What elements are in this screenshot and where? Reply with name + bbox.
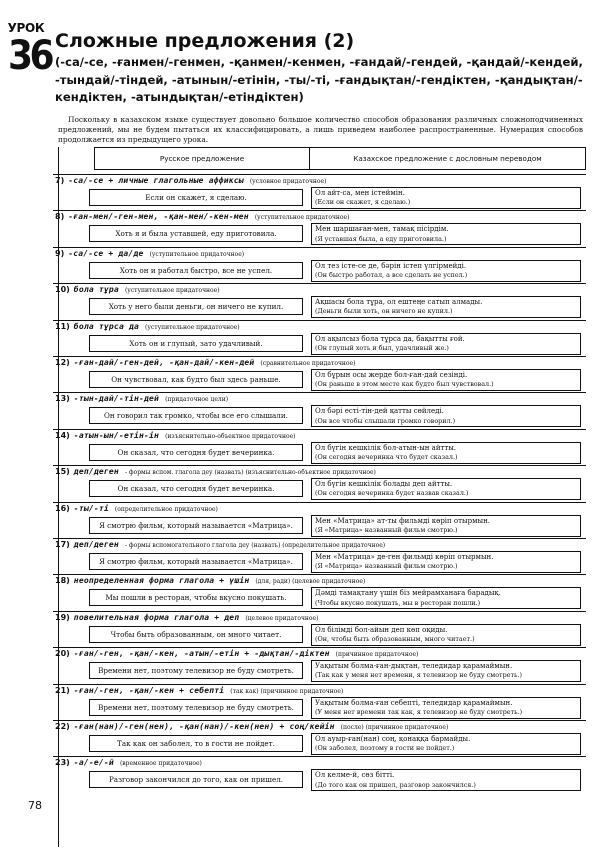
literal-translation: (Я «Матрица» названный фильм смотрю.)	[315, 525, 458, 534]
table-section	[53, 611, 586, 647]
suffix-pattern: -са/-се + да/де	[68, 248, 144, 258]
table-row	[53, 478, 586, 501]
literal-translation: (Я «Матрица» названный фильм смотрю.)	[315, 562, 458, 571]
kazakh-text: Мен «Матрица» де-ген фильмді көріп отырмын.	[315, 553, 494, 561]
clause-type: (уступительное придаточное)	[145, 323, 240, 331]
table-section	[53, 210, 586, 246]
literal-translation: (Он сегодня вечеринка будет назвав сказал.)	[315, 489, 469, 498]
table-row	[53, 587, 586, 610]
clause-type: (так как) (причинное придаточное)	[230, 687, 344, 695]
clause-type: (условное придаточное)	[249, 178, 327, 185]
section-pattern	[53, 247, 586, 260]
kazakh-text: Ол тез істе-се де, бәрін істеп үлгірмейді.	[315, 261, 467, 270]
table-row	[53, 333, 586, 356]
russian-sentence: Если он скажет, я сделаю.	[89, 189, 303, 206]
table-header	[94, 147, 586, 170]
literal-translation: (Чтобы вкусно покушать, мы в ресторан пошли.)	[315, 598, 481, 607]
section-number: 10)	[55, 285, 70, 295]
section-pattern	[53, 538, 586, 551]
suffix-pattern: -ған/-ген, -қан/-кен + себепті	[73, 685, 225, 695]
section-number: 8)	[55, 212, 65, 222]
russian-sentence: Мы пошли в ресторан, чтобы вкусно покушать.	[89, 589, 303, 606]
page-title: Сложные предложения (2)	[55, 30, 355, 52]
literal-translation: (У меня нет времени так как, я телевизор не буду смотреть.)	[315, 707, 523, 716]
suffix-pattern: повелительная форма глагола + деп	[73, 612, 240, 622]
section-number: 18)	[55, 576, 70, 586]
russian-sentence: Хоть я и была уставшей, еду приготовила.	[89, 225, 303, 242]
suffix-pattern: -ған/-ген, -қан/-кен, -атын/-етін + -дықтан/-діктен	[73, 649, 330, 659]
clause-type: (целевое придаточное)	[245, 614, 319, 622]
kazakh-text: Ол бүгін кешкілік бол-атын-ын айтты.	[315, 443, 457, 452]
table-section	[53, 356, 586, 392]
table-row	[53, 187, 586, 210]
suffix-pattern: -тын-дай/-тін-дей	[73, 394, 160, 404]
section-number: 23)	[55, 758, 70, 768]
russian-sentence: Я смотрю фильм, который называется «Матрица».	[89, 517, 303, 534]
suffix-pattern: -са/-се + личные глагольные аффиксы	[68, 176, 244, 185]
kazakh-sentence	[311, 769, 581, 791]
suffix-pattern: -ған-дай/-ген-дей, -қан-дай/-кен-дей	[73, 358, 255, 367]
column-header-kazakh: Казахское предложение с дословным переводом	[353, 154, 542, 163]
kazakh-sentence	[311, 660, 581, 682]
russian-sentence: Времени нет, поэтому телевизор не буду смотреть.	[89, 662, 303, 679]
table-row	[53, 442, 586, 465]
table-row	[53, 260, 586, 283]
literal-translation: (Так как у меня нет времени, я телевизор не буду смотреть.)	[315, 671, 522, 680]
section-number: 20)	[55, 649, 70, 659]
table-section	[53, 465, 586, 501]
table-row	[53, 296, 586, 319]
table-section	[53, 320, 586, 356]
table-row	[53, 697, 586, 720]
section-pattern	[53, 756, 586, 769]
section-number: 19)	[55, 612, 70, 622]
suffix-pattern: -ған(нан)/-ген(нен), -қан(нан)/-кен(нен) + соң/кейін	[73, 722, 335, 731]
sentence-table	[55, 147, 585, 847]
table-section	[53, 756, 586, 792]
russian-sentence: Времени нет, поэтому телевизор не буду смотреть.	[89, 699, 303, 716]
literal-translation: (Он заболел, поэтому в гости не пойдет.)	[315, 744, 455, 753]
kazakh-text: Ол ауыр-ған(нан) соң, қонаққа бармайды.	[315, 735, 471, 743]
kazakh-text: Уақытым болма-ған-дықтан, теледидар қарамаймын.	[315, 662, 513, 671]
page-subtitle: (-са/-се, -ғанмен/-генмен, -қанмен/-кенмен, -ғандай/-гендей, -қандай/-кендей, -тындай/-тіндей, -атынын/-етінін, -ты/-ті, -ғандықтан/-гендіктен, -қандықтан/-кендіктен, -атындықтан/-етіндіктен)	[55, 55, 583, 104]
section-pattern	[53, 720, 586, 733]
suffix-pattern: неопределенная форма глагола + үшін	[73, 576, 250, 586]
section-pattern	[53, 647, 586, 660]
section-pattern	[53, 320, 586, 333]
table-row	[53, 769, 586, 792]
clause-type: - формы вспомогательного глагола деу (назвать) (определительное придаточное)	[124, 542, 386, 549]
suffix-pattern: -а/-е/-й	[73, 758, 114, 768]
suffix-pattern: бола тұра	[73, 285, 119, 295]
literal-translation: (До того как он пришел, разговор закончился.)	[315, 780, 476, 789]
intro-paragraph: Поскольку в казахском языке существует довольно большое количество способов образования различных сложноподчиненных предложений, мы не будем пытаться их классифицировать, а лишь приведем наиболее распространенные. Нумерация способов продолжается из предыдущего урока.	[58, 115, 583, 144]
lesson-number: 36	[8, 33, 51, 79]
literal-translation: (Если он скажет, я сделаю.)	[315, 198, 411, 207]
kazakh-sentence	[311, 260, 581, 282]
table-row	[53, 733, 586, 756]
table-section	[53, 684, 586, 720]
section-pattern	[53, 210, 586, 223]
table-row	[53, 551, 586, 574]
section-pattern	[53, 502, 586, 515]
literal-translation: (Он глупый хоть и был, удачливый же.)	[315, 343, 449, 352]
kazakh-text: Дәмді тамақтану үшін біз мейрамханаға барадық.	[315, 589, 501, 598]
section-pattern	[53, 356, 586, 369]
section-number: 17)	[55, 540, 70, 549]
russian-sentence: Так как он заболел, то в гости не пойдет.	[89, 735, 303, 752]
table-section	[53, 392, 586, 428]
literal-translation: (Деньги были хоть, он ничего не купил.)	[315, 307, 453, 316]
lesson-badge	[6, 21, 51, 79]
clause-type: (уступительное придаточное)	[254, 214, 350, 222]
kazakh-text: Ол келме-й, сөз бітті.	[315, 771, 395, 780]
kazakh-sentence	[311, 369, 581, 391]
suffix-pattern: -ты/-ті	[73, 503, 109, 513]
kazakh-text: Ол бұрын осы жерде бол-ған-дай сезінді.	[315, 371, 468, 379]
kazakh-text: Ол бүгін кешкілік болады деп айтты.	[315, 480, 453, 489]
russian-sentence: Хоть у него были деньги, он ничего не купил.	[89, 298, 303, 315]
table-section	[53, 574, 586, 610]
lesson-label: УРОК	[7, 21, 45, 35]
kazakh-text: Мен «Матрица» ат-ты фильмді көріп отырмын.	[315, 516, 490, 525]
section-pattern	[53, 174, 586, 187]
russian-sentence: Хоть он и работал быстро, все не успел.	[89, 262, 303, 279]
column-header-russian: Русское предложение	[95, 148, 310, 169]
kazakh-sentence	[311, 223, 581, 245]
kazakh-text: Ол айт-са, мен істеймін.	[315, 189, 405, 197]
section-pattern	[53, 465, 586, 478]
kazakh-text: Уақытым болма-ған себепті, теледидар қарамаймын.	[315, 698, 513, 707]
kazakh-text: Мен шаршаған-мен, тамақ пісірдім.	[315, 225, 449, 234]
literal-translation: (Он все чтобы слышали громко говорил.)	[315, 416, 456, 425]
clause-type: (временное придаточное)	[119, 760, 202, 768]
kazakh-sentence	[311, 515, 581, 537]
clause-type: - формы вспом. глагола деу (назвать) (изъяснительно-объектное придаточное)	[124, 469, 376, 477]
section-number: 22)	[55, 722, 70, 731]
section-pattern	[53, 283, 586, 296]
suffix-pattern: деп/деген	[73, 467, 119, 477]
russian-sentence: Он чувствовал, как будто был здесь раньше.	[89, 371, 303, 388]
russian-sentence: Разговор закончился до того, как он пришел.	[89, 771, 303, 788]
clause-type: (уступительное придаточное)	[124, 287, 220, 295]
clause-type: (для, ради) (целевое придаточное)	[255, 578, 366, 586]
table-row	[53, 624, 586, 647]
clause-type: (уступительное придаточное)	[149, 250, 245, 258]
clause-type: (определительное придаточное)	[114, 505, 218, 513]
clause-type: (причинное придаточное)	[335, 651, 419, 659]
clause-type: (придаточное цели)	[165, 396, 229, 404]
literal-translation: (Он, чтобы быть образованным, много читает.)	[315, 635, 475, 644]
section-pattern	[53, 684, 586, 697]
russian-sentence: Хоть он и глупый, зато удачливый.	[89, 335, 303, 352]
section-number: 21)	[55, 685, 70, 695]
suffix-pattern: бола тұрса да	[73, 321, 140, 331]
clause-type: (изъяснительно-объектное придаточное)	[165, 432, 296, 440]
kazakh-sentence	[311, 296, 581, 318]
clause-type: (после) (причинное придаточное)	[340, 724, 449, 731]
kazakh-sentence	[311, 733, 581, 755]
section-number: 11)	[55, 321, 70, 331]
suffix-pattern: -ған-мен/-ген-мен, -қан-мен/-кен-мен	[68, 212, 249, 222]
section-number: 7)	[55, 176, 65, 185]
kazakh-text: Ол білімді бол-айын деп көп оқиды.	[315, 625, 448, 634]
section-number: 15)	[55, 467, 70, 477]
russian-sentence: Он сказал, что сегодня будет вечеринка.	[89, 480, 303, 497]
kazakh-sentence	[311, 697, 581, 719]
suffix-pattern: -атын-ын/-етін-ін	[73, 430, 160, 440]
russian-sentence: Я смотрю фильм, который называется «Матрица».	[89, 553, 303, 570]
table-section	[53, 283, 586, 319]
table-section	[53, 647, 586, 683]
table-section	[53, 429, 586, 465]
literal-translation: (Он раньше в этом месте как будто был чувствовал.)	[315, 380, 494, 389]
kazakh-text: Ақшасы бола тұра, ол ештеңе сатып алмады.	[315, 298, 483, 307]
russian-sentence: Он говорил так громко, чтобы все его слышали.	[89, 407, 303, 424]
kazakh-sentence	[311, 442, 581, 464]
suffix-pattern: деп/деген	[73, 540, 119, 549]
kazakh-sentence	[311, 333, 581, 355]
kazakh-sentence	[311, 187, 581, 209]
section-number: 14)	[55, 430, 70, 440]
section-pattern	[53, 574, 586, 587]
kazakh-sentence	[311, 587, 581, 609]
kazakh-sentence	[311, 624, 581, 646]
section-number: 13)	[55, 394, 70, 404]
table-section	[53, 720, 586, 756]
table-section	[53, 538, 586, 574]
table-row	[53, 369, 586, 392]
page-number: 78	[28, 799, 42, 812]
table-row	[53, 223, 586, 246]
table-row	[53, 405, 586, 428]
russian-sentence: Он сказал, что сегодня будет вечеринка.	[89, 444, 303, 461]
table-section	[53, 247, 586, 283]
table-section	[53, 174, 586, 210]
section-pattern	[53, 392, 586, 405]
kazakh-text: Ол бәрі есті-тін-дей қатты сөйледі.	[315, 407, 444, 416]
literal-translation: (Он быстро работал, а все сделать не успел.)	[315, 271, 468, 280]
kazakh-sentence	[311, 478, 581, 500]
table-row	[53, 660, 586, 683]
section-number: 9)	[55, 248, 65, 258]
kazakh-sentence	[311, 551, 581, 573]
section-pattern	[53, 429, 586, 442]
section-pattern	[53, 611, 586, 624]
table-row	[53, 515, 586, 538]
russian-sentence: Чтобы быть образованным, он много читает.	[89, 626, 303, 643]
section-number: 16)	[55, 503, 70, 513]
section-number: 12)	[55, 358, 70, 367]
clause-type: (сравнительное придаточное)	[260, 360, 356, 367]
kazakh-text: Ол ақылсыз бола тұрса да, бақытты ғой.	[315, 334, 465, 343]
kazakh-sentence	[311, 405, 581, 427]
table-section	[53, 502, 586, 538]
literal-translation: (Он сегодня вечеринка что будет сказал.)	[315, 453, 458, 462]
literal-translation: (Я уставшая была, а еду приготовила.)	[315, 234, 447, 243]
